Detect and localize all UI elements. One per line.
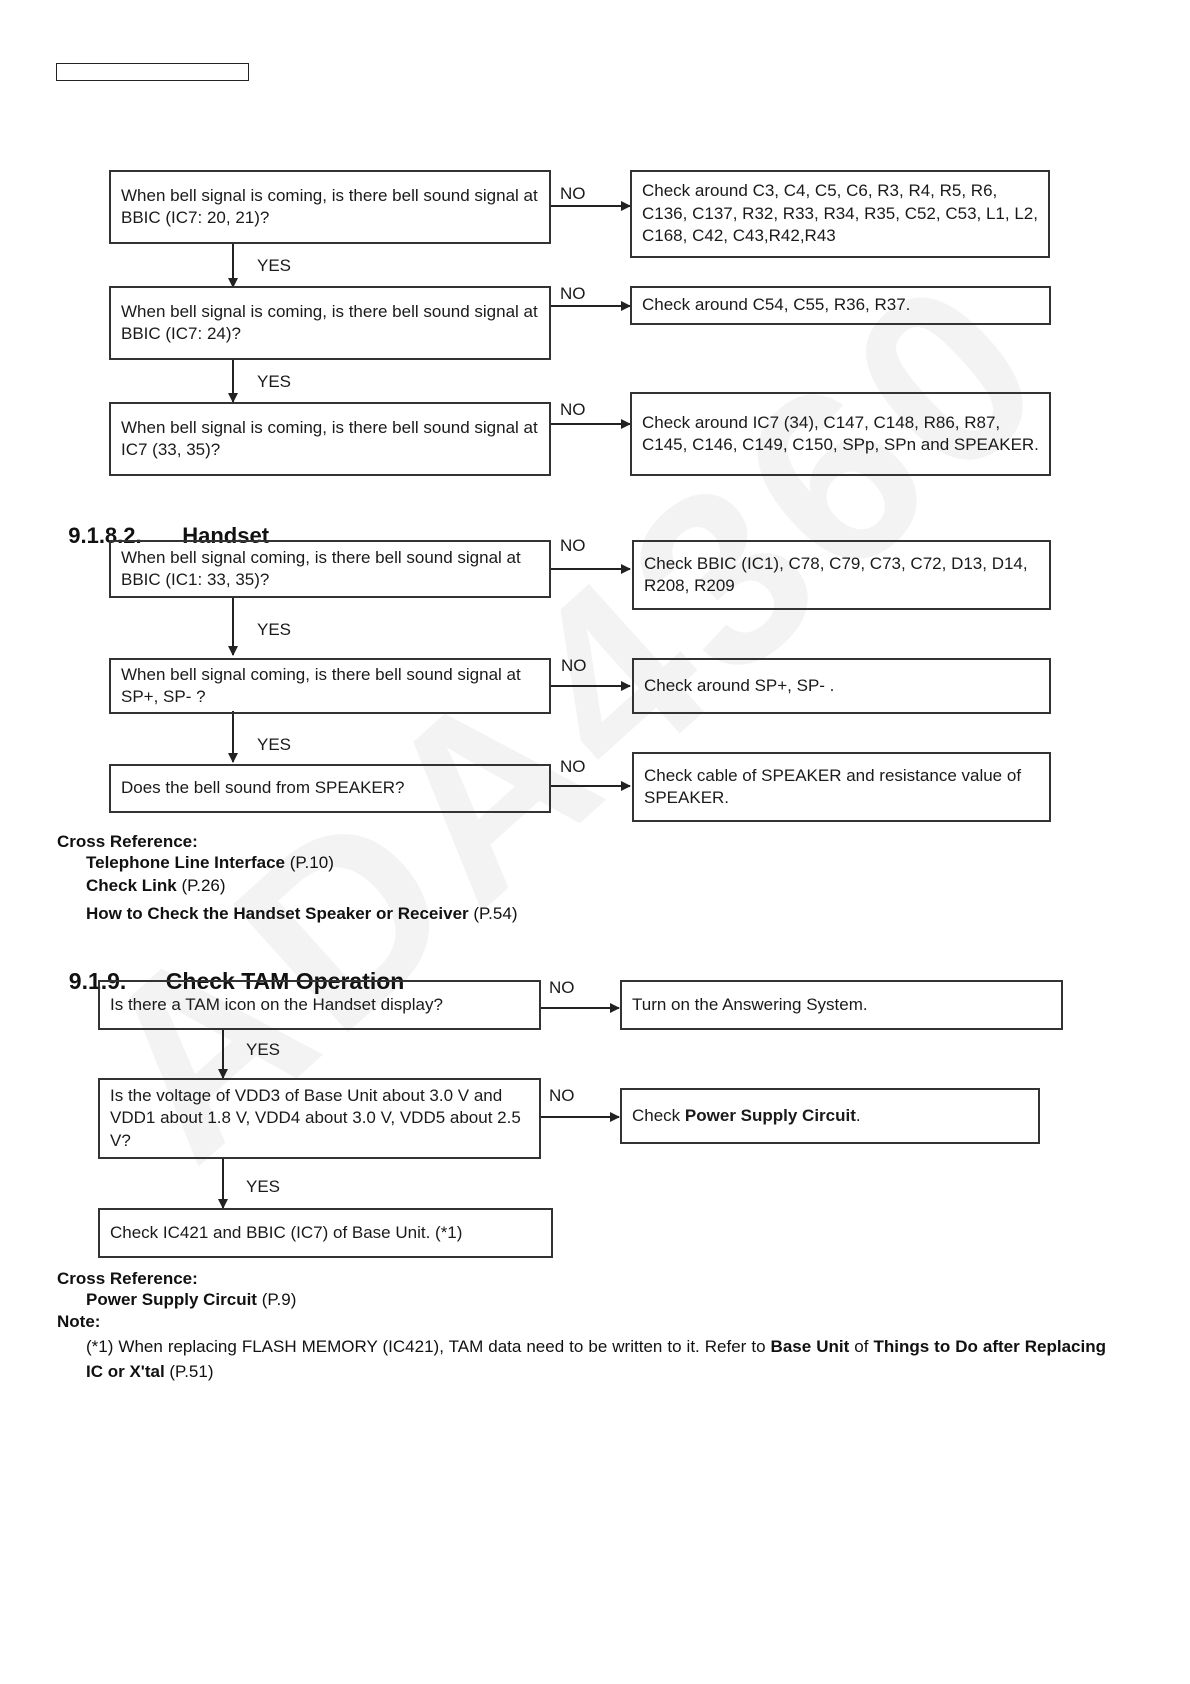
no-label: NO xyxy=(561,656,587,675)
cross-reference-item[interactable] xyxy=(86,852,334,873)
decision-text: When bell signal is coming, is there bell sound signal at IC7 (33, 35)? xyxy=(121,417,538,459)
cross-reference-heading: Cross Reference: xyxy=(57,1269,198,1288)
section-number: 9.1.8.2. xyxy=(68,523,142,548)
decision-box xyxy=(109,286,551,360)
decision-box xyxy=(98,1078,541,1159)
decision-text: Is the voltage of VDD3 of Base Unit about 3.0 V and VDD1 about 1.8 V, VDD4 about 3.0 V, VDD5 about 2.5 V? xyxy=(110,1085,521,1150)
yes-label: YES xyxy=(257,372,292,391)
reference-page: (P.9) xyxy=(261,1290,297,1309)
action-text: Check around C54, C55, R36, R37. xyxy=(642,295,911,315)
reference-title: Telephone Line Interface xyxy=(86,853,286,872)
no-label: NO xyxy=(549,978,575,997)
action-text: Check around IC7 (34), C147, C148, R86, R87, C145, C146, C149, C150, SPp, SPn and SPEAKER. xyxy=(642,412,1039,454)
cross-reference-item[interactable] xyxy=(86,1289,296,1310)
cross-reference-item[interactable] xyxy=(86,903,517,924)
yes-label: YES xyxy=(246,1040,281,1059)
decision-box xyxy=(98,1208,553,1258)
action-text: Turn on the Answering System. xyxy=(632,994,868,1014)
reference-title: Power Supply Circuit xyxy=(86,1290,257,1309)
decision-text: Does the bell sound from SPEAKER? xyxy=(121,778,405,798)
section-number: 9.1.9. xyxy=(68,968,127,994)
section-title: Check TAM Operation xyxy=(165,968,405,994)
decision-box xyxy=(109,170,551,244)
decision-box xyxy=(109,764,551,813)
action-text: Check around SP+, SP- . xyxy=(644,675,835,695)
cross-reference-item[interactable] xyxy=(86,875,226,896)
action-text: Check cable of SPEAKER and resistance value of SPEAKER. xyxy=(644,765,1022,807)
action-box xyxy=(630,392,1051,476)
no-label: NO xyxy=(560,400,586,419)
decision-box xyxy=(109,402,551,476)
action-box xyxy=(630,286,1051,325)
decision-box xyxy=(98,980,541,1030)
no-label: NO xyxy=(549,1086,575,1105)
decision-text: Is there a TAM icon on the Handset display? xyxy=(110,994,443,1014)
decision-box xyxy=(109,540,551,598)
reference-title: How to Check the Handset Speaker or Receiver xyxy=(86,904,469,923)
reference-title: Check Link xyxy=(86,876,177,895)
decision-text: Check IC421 and BBIC (IC7) of Base Unit. (*1) xyxy=(110,1222,463,1242)
action-text: Check around C3, C4, C5, C6, R3, R4, R5, R6, C136, C137, R32, R33, R34, R35, C52, C53, L1, L2, C168, C42, C43,R42,R43 xyxy=(642,181,1038,246)
decision-box xyxy=(109,658,551,714)
decision-text: When bell signal coming, is there bell sound signal at BBIC (IC1: 33, 35)? xyxy=(121,547,521,589)
yes-label: YES xyxy=(257,620,292,639)
yes-label: YES xyxy=(257,256,292,275)
action-box xyxy=(630,170,1050,258)
note-text: (*1) When replacing FLASH MEMORY (IC421), TAM data need to be written to it. Refer to Base Unit of Things to Do after Replacing IC or X'tal (P.51) xyxy=(86,1337,1106,1381)
decision-text: When bell signal is coming, is there bell sound signal at BBIC (IC7: 20, 21)? xyxy=(121,185,538,227)
cross-reference-heading: Cross Reference: xyxy=(57,832,198,851)
decision-text: When bell signal coming, is there bell sound signal at SP+, SP- ? xyxy=(121,664,521,706)
no-label: NO xyxy=(560,536,586,555)
action-box xyxy=(632,540,1051,610)
action-box xyxy=(632,658,1051,714)
action-box xyxy=(620,1088,1040,1144)
action-text: Check BBIC (IC1), C78, C79, C73, C72, D13, D14, R208, R209 xyxy=(644,553,1028,595)
action-text: Check Power Supply Circuit. xyxy=(632,1105,861,1125)
action-box xyxy=(632,752,1051,822)
reference-page: (P.26) xyxy=(181,876,226,895)
no-label: NO xyxy=(560,184,586,203)
reference-page: (P.10) xyxy=(289,853,334,872)
no-label: NO xyxy=(560,284,586,303)
yes-label: YES xyxy=(257,735,292,754)
note-heading: Note: xyxy=(57,1312,101,1331)
reference-page: (P.54) xyxy=(473,904,518,923)
action-box xyxy=(620,980,1063,1030)
no-label: NO xyxy=(560,757,586,776)
yes-label: YES xyxy=(246,1177,281,1196)
section-title: Handset xyxy=(182,523,270,548)
decision-text: When bell signal is coming, is there bell sound signal at BBIC (IC7: 24)? xyxy=(121,301,538,343)
